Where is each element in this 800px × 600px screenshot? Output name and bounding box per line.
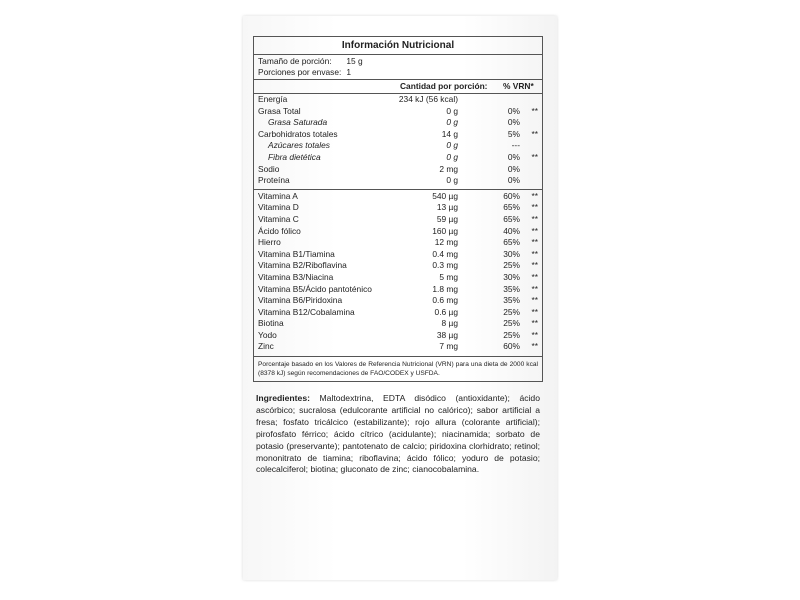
nutrient-vrn-percent: 0% [507,163,520,174]
ingredients-paragraph [256,393,540,476]
vitamin-row [254,295,542,307]
nutrient-amount: 12 mg [434,237,458,248]
nutrient-footnote-marker: ** [531,341,538,352]
nutrient-footnote-marker: ** [531,318,538,329]
servings-per-container-value: 1 [346,66,351,77]
nutrient-amount: 0 g [446,117,458,128]
nutrient-vrn-percent: 60% [503,341,520,352]
nutrient-name: Azúcares totales [268,140,330,151]
nutrient-amount: 160 µg [432,225,458,236]
ingredients-label: Ingredientes: [256,393,310,403]
nutrient-amount: 2 mg [439,163,458,174]
nutrient-vrn-percent: 65% [503,202,520,213]
nutrient-footnote-marker: ** [531,283,538,294]
nutrient-vrn-percent: 65% [503,237,520,248]
nutrient-vrn-percent: 0% [507,151,520,162]
nutrient-footnote-marker: ** [531,151,538,162]
nutrient-footnote-marker: ** [531,306,538,317]
nutrient-amount: 0.3 mg [432,260,458,271]
nutrient-footnote-marker: ** [531,213,538,224]
nutrient-amount: 0.6 µg [434,306,458,317]
nutrient-vrn-percent: 40% [503,225,520,236]
vitamin-row [254,226,542,238]
vitamin-row [254,202,542,214]
nutrient-amount: 0 g [446,175,458,186]
vitamin-row [254,272,542,284]
nutrient-vrn-percent: 0% [507,117,520,128]
nutrient-list [254,94,542,187]
nutrient-amount: 0.4 mg [432,248,458,259]
nutrient-row [254,94,542,106]
nutrient-vrn-percent: --- [511,140,520,151]
nutrient-amount: 1.8 mg [432,283,458,294]
serving-size-row [258,56,538,67]
vitamin-row [254,249,542,261]
nutrient-amount: 0.6 mg [432,295,458,306]
nutrient-footnote-marker: ** [531,225,538,236]
nutrient-amount: 540 µg [432,190,458,201]
servings-per-container-label: Porciones por envase: [258,66,342,77]
nutrient-name: Biotina [258,318,284,329]
nutrient-row [254,106,542,118]
nutrient-name: Carbohidratos totales [258,128,338,139]
nutrient-name: Vitamina A [258,190,298,201]
nutrient-amount: 38 µg [436,329,458,340]
nutrient-row [254,140,542,152]
nutrient-name: Vitamina B5/Ácido pantoténico [258,283,372,294]
nutrient-footnote-marker: ** [531,105,538,116]
nutrient-name: Hierro [258,237,281,248]
vrn-column-header: % VRN* [503,81,534,91]
vitamin-row [254,191,542,203]
nutrient-name: Vitamina B12/Cobalamina [258,306,355,317]
ingredients-text: Maltodextrina, EDTA disódico (antioxidante); ácido ascórbico; sucralosa (edulcorante artificial no calórico); sabor artificial a fresa; fosfato tricálcico (estabilizante); rojo allura (colorante artificial); pirofosfato férrico; ácido cítrico (acidulante); niacinamida; sorbato de potasio (preservante); pantotenato de calcio; piridoxina clorhidrato; retinol; mononitrato de tiamina; riboflavina; ácido fólico; yoduro de potasio; colecalciferol; biotina; gluconato de zinc; cianocobalamina. [256,393,540,475]
facts-title: Información Nutricional [254,37,542,55]
nutrient-footnote-marker: ** [531,260,538,271]
nutrient-name: Fibra dietética [268,151,321,162]
nutrient-footnote-marker: ** [531,237,538,248]
nutrient-vrn-percent: 30% [503,248,520,259]
nutrient-vrn-percent: 5% [507,128,520,139]
nutrient-name: Vitamina C [258,213,299,224]
servings-per-container-row [258,67,538,78]
nutrient-row [254,175,542,187]
vitamin-list [254,189,542,353]
vitamin-row [254,318,542,330]
nutrient-footnote-marker: ** [531,190,538,201]
nutrient-row [254,117,542,129]
serving-size-label: Tamaño de porción: [258,56,332,66]
nutrition-facts-table [253,36,543,382]
column-header-row [254,80,542,94]
nutrient-footnote-marker: ** [531,271,538,282]
nutrient-amount: 0 g [446,105,458,116]
nutrient-amount: 14 g [441,128,458,139]
nutrient-name: Vitamina B3/Niacina [258,271,334,282]
nutrient-amount: 5 mg [439,271,458,282]
vitamin-row [254,307,542,319]
nutrient-vrn-percent: 60% [503,190,520,201]
nutrient-row [254,129,542,141]
nutrient-name: Sodio [258,163,280,174]
vitamin-row [254,260,542,272]
footnote: Porcentaje basado en los Valores de Referencia Nutricional (VRN) para una dieta de 2000 kcal (8378 kJ) según recomendaciones de FAO/CODEX y USFDA. [254,356,542,381]
nutrient-footnote-marker: ** [531,202,538,213]
nutrient-footnote-marker: ** [531,295,538,306]
vitamin-row [254,237,542,249]
nutrient-name: Grasa Total [258,105,301,116]
amount-column-header: Cantidad por porción: [400,81,488,91]
nutrient-name: Vitamina B1/Tiamina [258,248,335,259]
nutrient-name: Vitamina D [258,202,299,213]
nutrient-amount: 234 kJ (56 kcal) [398,94,458,104]
vitamin-row [254,341,542,353]
nutrient-footnote-marker: ** [531,329,538,340]
nutrient-vrn-percent: 25% [503,318,520,329]
nutrient-amount: 59 µg [436,213,458,224]
nutrient-footnote-marker: ** [531,248,538,259]
nutrient-name: Ácido fólico [258,225,301,236]
vitamin-row [254,284,542,296]
nutrient-amount: 0 g [446,151,458,162]
serving-info [254,55,542,80]
nutrient-footnote-marker: ** [531,128,538,139]
nutrient-name: Yodo [258,329,277,340]
nutrient-row [254,152,542,164]
nutrient-vrn-percent: 35% [503,295,520,306]
nutrient-vrn-percent: 30% [503,271,520,282]
serving-size-value: 15 g [346,56,363,66]
vitamin-row [254,330,542,342]
nutrient-amount: 8 µg [441,318,458,329]
nutrient-vrn-percent: 65% [503,213,520,224]
vitamin-row [254,214,542,226]
nutrient-name: Energía [258,94,288,104]
nutrient-vrn-percent: 0% [507,175,520,186]
nutrient-amount: 0 g [446,140,458,151]
nutrient-vrn-percent: 25% [503,329,520,340]
nutrient-name: Proteína [258,175,290,186]
nutrient-amount: 7 mg [439,341,458,352]
nutrient-name: Grasa Saturada [268,117,328,128]
nutrient-vrn-percent: 25% [503,260,520,271]
nutrient-amount: 13 µg [436,202,458,213]
nutrient-name: Vitamina B6/Piridoxina [258,295,343,306]
nutrient-name: Zinc [258,341,274,352]
nutrient-vrn-percent: 25% [503,306,520,317]
nutrient-vrn-percent: 35% [503,283,520,294]
nutrient-vrn-percent: 0% [507,105,520,116]
nutrient-name: Vitamina B2/Riboflavina [258,260,347,271]
nutrient-row [254,164,542,176]
